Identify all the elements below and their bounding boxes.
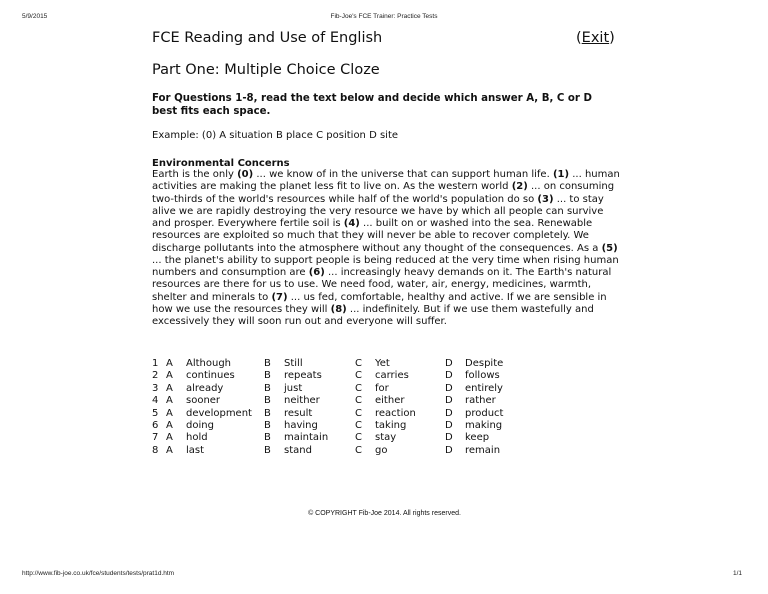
option-c: taking [375, 420, 407, 432]
option-b: repeats [284, 370, 322, 382]
passage-segment: ... us fed, comfortable, healthy and active. If we are sensible in how we use the resources they will [152, 291, 607, 315]
print-date: 5/9/2015 [22, 13, 48, 20]
option-d: rather [465, 395, 496, 407]
option-b: maintain [284, 432, 329, 444]
question-number: 1 [152, 358, 159, 369]
option-a: continues [186, 370, 235, 382]
option-a: sooner [186, 395, 221, 407]
option-letter-b: B [264, 395, 271, 407]
option-c: reaction [375, 407, 416, 419]
exit-close-paren: ) [609, 30, 615, 46]
question-row [152, 445, 543, 457]
passage-segment: ... we know of in the universe that can support human life. [253, 169, 553, 180]
question-row [152, 432, 543, 444]
gap-number: (8) [330, 303, 347, 315]
option-letter-d: D [445, 444, 453, 456]
question-number: 6 [152, 420, 159, 432]
option-letter-a: A [166, 420, 173, 432]
passage-segment: ... built on or washed into the sea. Renewable resources are exploited so much that they will never be able to recover completely. We discharge pollutants into the atmosphere without any thought of the consequences. As a [152, 218, 602, 254]
gap-number: (5) [601, 242, 618, 254]
option-letter-b: B [264, 407, 271, 419]
exit-open-paren: ( [576, 30, 582, 46]
gap-number: (4) [343, 218, 360, 229]
question-row [152, 370, 543, 382]
print-footer-url: http://www.fib-joe.co.uk/fce/students/tests/prat1d.htm [22, 570, 175, 577]
question-number: 5 [152, 407, 159, 419]
question-row [152, 358, 543, 370]
exit-label: Exit [581, 30, 610, 46]
gap-number: (2) [511, 181, 528, 193]
option-letter-b: B [264, 358, 271, 369]
question-number: 4 [152, 395, 159, 407]
gap-number: (0) [237, 169, 254, 180]
option-letter-c: C [355, 407, 362, 419]
passage-segment: ... on consuming two-thirds of the world's resources while half of the world's population do so [152, 181, 615, 205]
option-a: hold [186, 432, 208, 444]
option-letter-c: C [355, 420, 362, 432]
option-d: product [465, 407, 504, 419]
option-d: making [465, 420, 503, 432]
question-number: 8 [152, 444, 159, 456]
option-c: for [375, 382, 389, 394]
option-letter-d: D [445, 420, 453, 432]
option-letter-d: D [445, 382, 453, 394]
option-a: doing [186, 420, 214, 432]
question-row [152, 408, 543, 420]
answer-options-table [152, 358, 543, 457]
option-letter-b: B [264, 432, 271, 444]
option-letter-c: C [355, 444, 362, 456]
option-letter-a: A [166, 432, 173, 444]
option-letter-c: C [355, 370, 362, 382]
option-a: last [186, 444, 205, 456]
gap-number: (3) [537, 193, 554, 205]
option-letter-d: D [445, 358, 453, 369]
option-c: carries [375, 370, 409, 382]
option-c: stay [375, 432, 397, 444]
option-letter-c: C [355, 382, 362, 394]
print-header-title: Fib-Joe's FCE Trainer: Practice Tests [330, 13, 438, 20]
option-a: development [186, 407, 252, 419]
option-b: having [284, 420, 318, 432]
option-d: remain [465, 444, 501, 456]
option-letter-a: A [166, 382, 173, 394]
question-row [152, 383, 543, 395]
option-b: result [284, 407, 313, 419]
question-row [152, 420, 543, 432]
option-letter-d: D [445, 395, 453, 407]
instructions: For Questions 1-8, read the text below and decide which answer A, B, C or D best fits each space. [152, 93, 592, 117]
option-letter-b: B [264, 420, 271, 432]
gap-number: (7) [271, 291, 288, 303]
option-letter-c: C [355, 358, 362, 369]
option-d: keep [465, 432, 490, 444]
option-d: entirely [465, 382, 503, 394]
option-letter-d: D [445, 407, 453, 419]
option-letter-a: A [166, 370, 173, 382]
option-letter-a: A [166, 358, 173, 369]
example-line: Example: (0) A situation B place C position D site [152, 130, 399, 141]
option-letter-b: B [264, 444, 271, 456]
option-letter-d: D [445, 432, 453, 444]
option-c: Yet [375, 358, 390, 369]
option-letter-b: B [264, 370, 271, 382]
passage-segment: ... indefinitely. But if we use them wastefully and excessively they will soon run out and everyone will suffer. [152, 303, 594, 327]
option-a: Although [186, 358, 232, 369]
question-number: 7 [152, 432, 159, 444]
option-b: Still [284, 358, 303, 369]
option-d: follows [465, 370, 500, 382]
copyright: © COPYRIGHT Fib-Joe 2014. All rights reserved. [308, 510, 461, 517]
option-letter-c: C [355, 432, 362, 444]
question-row [152, 395, 543, 407]
passage-title: Environmental Concerns [152, 158, 290, 169]
page-title: FCE Reading and Use of English [152, 30, 383, 46]
passage-segment: ... human activities are making the planet less fit to live on. As the western world [152, 169, 620, 193]
option-b: neither [284, 395, 320, 407]
passage-segment: ... increasingly heavy demands on it. The Earth's natural resources are there for us to use. We need food, water, air, energy, medicines, warmth, shelter and minerals to [152, 267, 612, 303]
passage-segment: Earth is the only [152, 169, 238, 180]
option-a: already [186, 382, 224, 394]
option-c: go [375, 444, 388, 456]
gap-number: (1) [552, 169, 570, 180]
option-letter-b: B [264, 382, 271, 394]
passage-segment: ... to stay alive we are rapidly destroying the very resource we have by which all people can survive and prosper. Everywhere fertile soil is [152, 193, 604, 229]
option-letter-a: A [166, 395, 173, 407]
option-b: just [284, 382, 303, 394]
question-number: 2 [152, 370, 159, 382]
gap-number: (6) [308, 267, 325, 278]
option-letter-d: D [445, 370, 453, 382]
passage-text [152, 169, 620, 328]
passage-segment: ... the planet's ability to support people is being reduced at the very time when rising human numbers and consumption are [152, 254, 619, 278]
question-number: 3 [152, 382, 159, 394]
print-footer-page: 1/1 [733, 570, 743, 577]
option-letter-a: A [166, 444, 173, 456]
exit-link[interactable] [576, 30, 615, 46]
part-title: Part One: Multiple Choice Cloze [152, 62, 380, 78]
option-letter-a: A [166, 407, 173, 419]
option-d: Despite [465, 358, 504, 369]
option-c: either [375, 395, 405, 407]
option-b: stand [284, 444, 312, 456]
option-letter-c: C [355, 395, 362, 407]
